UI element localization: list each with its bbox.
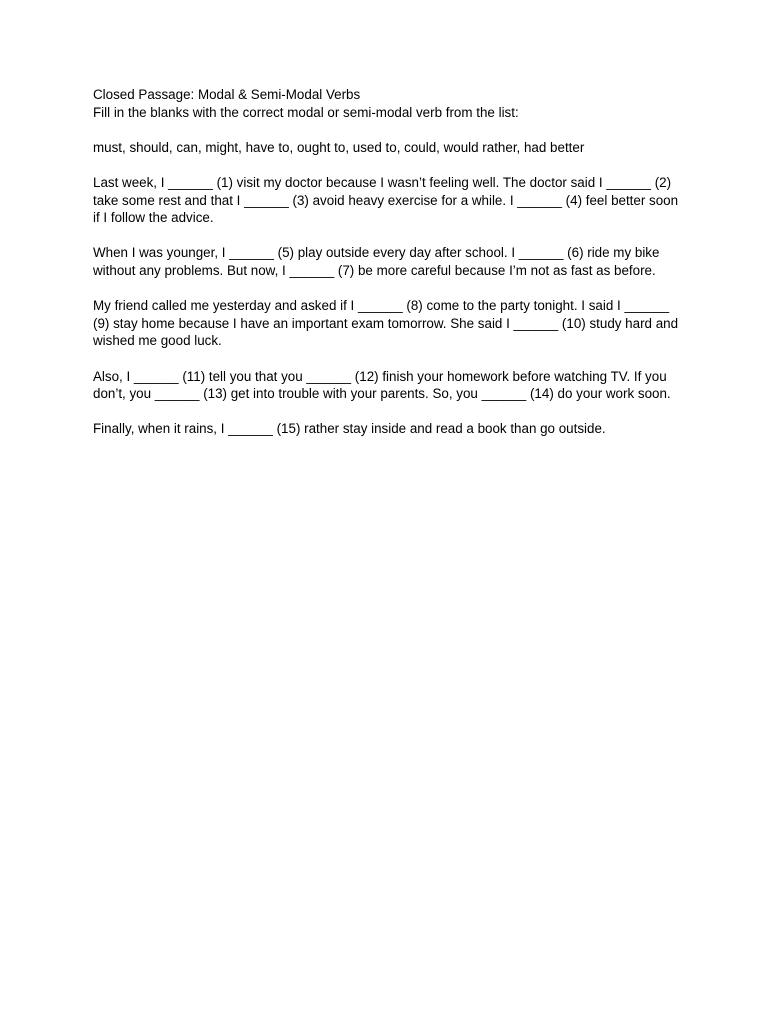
document-title: Closed Passage: Modal & Semi-Modal Verbs [93,87,361,102]
paragraph-1: Last week, I ______ (1) visit my doctor because I wasn’t feeling well. The doctor said I ______ (2) take some rest and that I ______ (3) avoid heavy exercise for a while. I ______ (4) feel better soon if I follow the advice. [93,174,679,226]
paragraph-4: Also, I ______ (11) tell you that you ______ (12) finish your homework before watching TV. If you don’t, you ______ (13) get into trouble with your parents. So, you ______ (14) do your work soon. [93,368,671,402]
spacer [93,403,683,421]
spacer [93,280,683,298]
spacer [93,227,683,245]
spacer [93,350,683,368]
word-list: must, should, can, might, have to, ought to, used to, could, would rather, had better [93,139,585,155]
paragraph-3: My friend called me yesterday and asked if I ______ (8) come to the party tonight. I said I ______ (9) stay home because I have an important exam tomorrow. She said I ______ (10) study hard and wished me good luck. [93,298,679,349]
paragraph-2: When I was younger, I ______ (5) play outside every day after school. I ______ (6) ride my bike without any problems. But now, I ______ (7) be more careful because I’m not as fast as before. [93,245,660,278]
spacer [93,156,683,174]
paragraph-5: Finally, when it rains, I ______ (15) rather stay inside and read a book than go outside. [93,421,606,437]
spacer [93,121,683,139]
document-page [93,86,683,438]
instructions-text: Fill in the blanks with the correct modal or semi-modal verb from the list: [93,104,519,120]
